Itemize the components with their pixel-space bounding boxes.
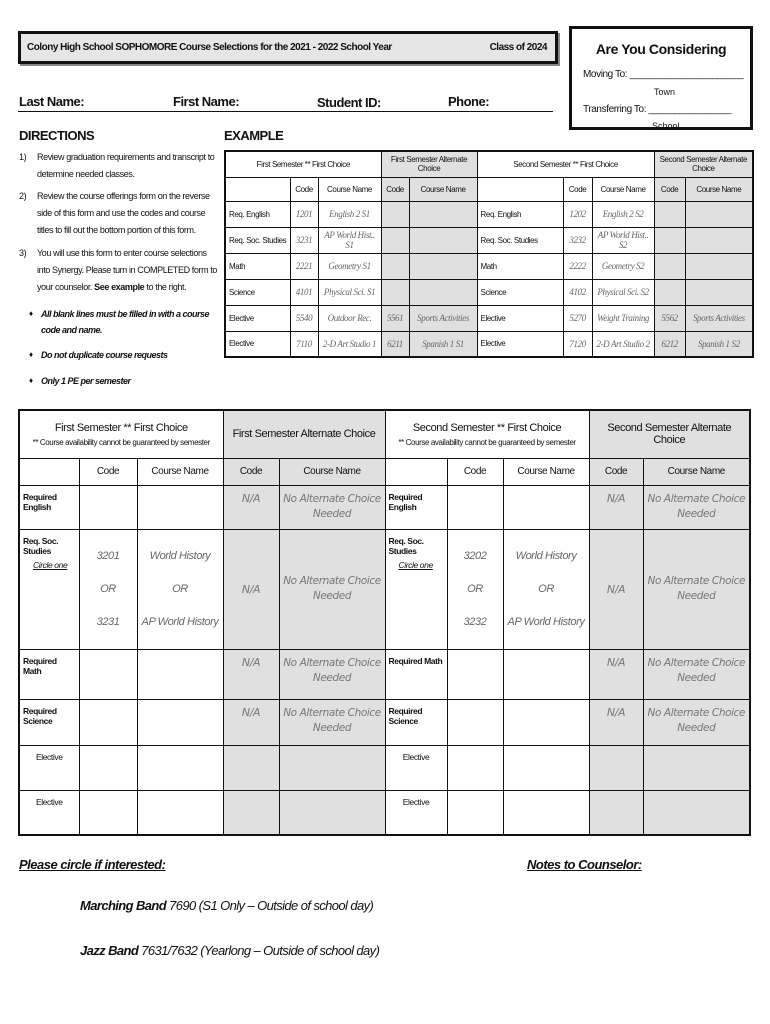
s2-english-code-cell[interactable] xyxy=(447,485,503,529)
example-course-header: Course Name xyxy=(685,177,753,201)
course-name-column-header: Course Name xyxy=(503,458,589,485)
example-cell-value xyxy=(381,227,409,253)
example-cell-value: 5540 xyxy=(290,305,318,331)
row-label-elective: Elective xyxy=(385,790,447,835)
s1-elective1-name-cell[interactable] xyxy=(137,745,223,790)
example-cell-value: 4102 xyxy=(563,279,592,305)
table-row-science xyxy=(19,699,750,745)
first-semester-header: First Semester ** First Choice ** Course availability cannot be guaranteed by semester xyxy=(19,410,223,458)
example-cell-value: 3231 xyxy=(290,227,318,253)
s2-elective2-alt-code-cell[interactable] xyxy=(589,790,643,835)
code-column-header: Code xyxy=(79,458,137,485)
example-cell-value xyxy=(685,253,753,279)
second-alt-header: Second Semester Alternate Choice xyxy=(589,410,750,458)
example-code-header: Code xyxy=(563,177,592,201)
example-row-label: Math xyxy=(225,253,290,279)
example-row xyxy=(225,279,753,305)
na-label: N/A xyxy=(223,699,279,745)
s1-math-name-cell[interactable] xyxy=(137,649,223,699)
example-course-header: Course Name xyxy=(592,177,654,201)
example-row-label: Math xyxy=(477,253,563,279)
course-selection-table xyxy=(18,409,751,836)
course-name-column-header: Course Name xyxy=(137,458,223,485)
town-label: Town xyxy=(654,87,676,97)
s2-science-name-cell[interactable] xyxy=(503,699,589,745)
s2-elective1-alt-name-cell[interactable] xyxy=(643,745,750,790)
row-label-elective: Elective xyxy=(385,745,447,790)
table-row-english xyxy=(19,485,750,529)
example-row-label: Elective xyxy=(225,331,290,357)
no-alternate-label: No Alternate Choice Needed xyxy=(279,485,385,529)
no-alternate-label: No Alternate Choice Needed xyxy=(643,529,750,649)
example-row xyxy=(225,331,753,357)
s1-elective2-code-cell[interactable] xyxy=(79,790,137,835)
example-cell-value: 6211 xyxy=(381,331,409,357)
example-cell-value: AP World Hist.. S1 xyxy=(318,227,381,253)
circle-one-label: Circle one xyxy=(33,559,68,570)
example-first-alt-header: First Semester Alternate Choice xyxy=(381,151,477,177)
table-row-elective xyxy=(19,790,750,835)
circle-if-interested-label: Please circle if interested: xyxy=(19,857,166,872)
example-cell-value: 3232 xyxy=(563,227,592,253)
example-cell-value: 2222 xyxy=(563,253,592,279)
s2-elective1-alt-code-cell[interactable] xyxy=(589,745,643,790)
s2-math-name-cell[interactable] xyxy=(503,649,589,699)
example-cell-value: 1202 xyxy=(563,201,592,227)
no-alternate-label: No Alternate Choice Needed xyxy=(279,529,385,649)
example-cell-value: 2-D Art Studio 2 xyxy=(592,331,654,357)
example-cell-value: English 2 S1 xyxy=(318,201,381,227)
directions-title: DIRECTIONS xyxy=(19,128,95,143)
row-label-math: Required Math xyxy=(19,649,79,699)
example-cell-value: Physical Sci. S1 xyxy=(318,279,381,305)
row-label-english: Required English xyxy=(385,485,447,529)
s1-ss-name-options[interactable]: World History OR AP World History xyxy=(137,529,223,649)
s1-ss-code-options[interactable]: 3201 OR 3231 xyxy=(79,529,137,649)
example-cell-value xyxy=(654,201,685,227)
example-row-label: Science xyxy=(225,279,290,305)
s2-elective2-code-cell[interactable] xyxy=(447,790,503,835)
example-cell-value: 5561 xyxy=(381,305,409,331)
example-cell-value: 7110 xyxy=(290,331,318,357)
na-label: N/A xyxy=(223,485,279,529)
example-cell-value: Geometry S1 xyxy=(318,253,381,279)
example-row-label: Elective xyxy=(225,305,290,331)
example-cell-value xyxy=(381,201,409,227)
s2-english-name-cell[interactable] xyxy=(503,485,589,529)
example-row xyxy=(225,305,753,331)
no-alternate-label: No Alternate Choice Needed xyxy=(643,699,750,745)
example-row-label: Elective xyxy=(477,331,563,357)
considering-title: Are You Considering xyxy=(595,41,727,57)
phone-label[interactable]: Phone: xyxy=(448,94,490,109)
example-course-header: Course Name xyxy=(409,177,477,201)
bullet-blank-lines: ♦ All blank lines must be filled in with a course code and name. xyxy=(29,309,210,335)
s1-science-name-cell[interactable] xyxy=(137,699,223,745)
example-row-label: Req. Soc. Studies xyxy=(477,227,563,253)
na-label: N/A xyxy=(589,485,643,529)
s1-english-name-cell[interactable] xyxy=(137,485,223,529)
example-row xyxy=(225,201,753,227)
form-title: Colony High School SOPHOMORE Course Selections for the 2021 - 2022 School Year xyxy=(27,42,392,53)
course-name-column-header: Course Name xyxy=(643,458,750,485)
example-cell-value xyxy=(409,279,477,305)
s2-science-code-cell[interactable] xyxy=(447,699,503,745)
direction-step-3: 3) You will use this form to enter course selections into Synergy. Please turn in COMPLETED form to your counselor. See example to the right. xyxy=(19,248,218,292)
example-cell-value: Spanish 1 S2 xyxy=(685,331,753,357)
student-id-label[interactable]: Student ID: xyxy=(317,95,381,110)
example-second-alt-header: Second Semester Alternate Choice xyxy=(654,151,753,177)
example-cell-value xyxy=(409,201,477,227)
s1-english-code-cell[interactable] xyxy=(79,485,137,529)
table-row-social-studies xyxy=(19,529,750,649)
s2-math-code-cell[interactable] xyxy=(447,649,503,699)
circle-one-label: Circle one xyxy=(398,559,433,570)
example-cell-value: 6212 xyxy=(654,331,685,357)
example-title: EXAMPLE xyxy=(224,128,284,143)
example-cell-value: Weight Training xyxy=(592,305,654,331)
example-second-semester-header: Second Semester ** First Choice xyxy=(477,151,654,177)
row-label-science: Required Science xyxy=(19,699,79,745)
example-cell-value: Sports Activities xyxy=(409,305,477,331)
example-cell-value xyxy=(685,201,753,227)
example-cell-value xyxy=(654,279,685,305)
s2-ss-code-options[interactable]: 3202 OR 3232 xyxy=(447,529,503,649)
class-of-label: Class of 2024 xyxy=(489,42,547,53)
first-alt-header: First Semester Alternate Choice xyxy=(223,410,385,458)
na-label: N/A xyxy=(589,529,643,649)
example-cell-value: 2-D Art Studio 1 xyxy=(318,331,381,357)
transferring-to-field[interactable]: Transferring To: ________________ xyxy=(583,104,732,115)
na-label: N/A xyxy=(589,699,643,745)
title-banner xyxy=(18,31,558,64)
row-label-social-studies: Req. Soc. Studies Circle one xyxy=(19,529,79,649)
example-cell-value: Sports Activities xyxy=(685,305,753,331)
no-alternate-label: No Alternate Choice Needed xyxy=(279,699,385,745)
s1-math-code-cell[interactable] xyxy=(79,649,137,699)
example-cell-value xyxy=(654,227,685,253)
row-label-elective: Elective xyxy=(19,790,79,835)
s2-elective1-code-cell[interactable] xyxy=(447,745,503,790)
s1-elective2-name-cell[interactable] xyxy=(137,790,223,835)
example-row xyxy=(225,227,753,253)
table-row-elective xyxy=(19,745,750,790)
example-cell-value xyxy=(685,227,753,253)
na-label: N/A xyxy=(223,529,279,649)
s2-elective1-name-cell[interactable] xyxy=(503,745,589,790)
last-name-label[interactable]: Last Name: xyxy=(19,94,85,109)
table-row-math xyxy=(19,649,750,699)
example-cell-value: 1201 xyxy=(290,201,318,227)
example-row-label: Req. Soc. Studies xyxy=(225,227,290,253)
example-course-header: Course Name xyxy=(318,177,381,201)
example-code-header: Code xyxy=(654,177,685,201)
example-cell-value: English 2 S2 xyxy=(592,201,654,227)
example-cell-value: 5562 xyxy=(654,305,685,331)
course-name-column-header: Course Name xyxy=(279,458,385,485)
considering-box xyxy=(569,26,753,130)
code-column-header: Code xyxy=(589,458,643,485)
s1-elective1-alt-name-cell[interactable] xyxy=(279,745,385,790)
s2-elective2-alt-name-cell[interactable] xyxy=(643,790,750,835)
row-label-social-studies: Req. Soc. Studies Circle one xyxy=(385,529,447,649)
example-row-label: Req. English xyxy=(477,201,563,227)
direction-step-1: 1) Review graduation requirements and transcript to determine needed classes. xyxy=(19,152,215,179)
jazz-band-option[interactable]: Jazz Band 7631/7632 (Yearlong – Outside of school day) xyxy=(80,943,380,958)
school-label: School xyxy=(652,121,680,131)
no-alternate-label: No Alternate Choice Needed xyxy=(279,649,385,699)
example-row-label: Elective xyxy=(477,305,563,331)
no-alternate-label: No Alternate Choice Needed xyxy=(643,485,750,529)
notes-to-counselor-label: Notes to Counselor: xyxy=(527,857,642,872)
example-code-header: Code xyxy=(381,177,409,201)
example-cell-value: Outdoor Rec. xyxy=(318,305,381,331)
example-row-label: Science xyxy=(477,279,563,305)
example-cell-value xyxy=(409,253,477,279)
name-underline xyxy=(18,111,553,112)
second-semester-header: Second Semester ** First Choice ** Course availability cannot be guaranteed by semester xyxy=(385,410,589,458)
example-cell-value xyxy=(654,253,685,279)
s1-elective2-alt-code-cell[interactable] xyxy=(223,790,279,835)
s1-science-code-cell[interactable] xyxy=(79,699,137,745)
example-cell-value: 5270 xyxy=(563,305,592,331)
s2-ss-name-options[interactable]: World History OR AP World History xyxy=(503,529,589,649)
example-row xyxy=(225,253,753,279)
s1-elective1-alt-code-cell[interactable] xyxy=(223,745,279,790)
code-column-header: Code xyxy=(223,458,279,485)
example-first-semester-header: First Semester ** First Choice xyxy=(225,151,381,177)
example-cell-value xyxy=(409,227,477,253)
na-label: N/A xyxy=(589,649,643,699)
bullet-one-pe: ♦ Only 1 PE per semester xyxy=(29,376,131,386)
direction-step-2: 2) Review the course offerings form on the reverse side of this form and use the codes and course titles to fill out the bottom portion of this form. xyxy=(19,191,210,235)
example-cell-value: Spanish 1 S1 xyxy=(409,331,477,357)
s1-elective1-code-cell[interactable] xyxy=(79,745,137,790)
no-alternate-label: No Alternate Choice Needed xyxy=(643,649,750,699)
example-cell-value xyxy=(381,253,409,279)
example-row-label: Req. English xyxy=(225,201,290,227)
na-label: N/A xyxy=(223,649,279,699)
s1-elective2-alt-name-cell[interactable] xyxy=(279,790,385,835)
example-table xyxy=(224,150,754,358)
example-cell-value: Physical Sci. S2 xyxy=(592,279,654,305)
row-label-math: Required Math xyxy=(385,649,447,699)
example-cell-value: 4101 xyxy=(290,279,318,305)
row-label-english: Required English xyxy=(19,485,79,529)
example-code-header: Code xyxy=(290,177,318,201)
first-name-label[interactable]: First Name: xyxy=(173,94,240,109)
moving-to-field[interactable]: Moving To: ______________________ xyxy=(583,69,744,80)
example-cell-value: Geometry S2 xyxy=(592,253,654,279)
example-cell-value xyxy=(381,279,409,305)
example-cell-value: 2221 xyxy=(290,253,318,279)
example-cell-value: AP World Hist.. S2 xyxy=(592,227,654,253)
s2-elective2-name-cell[interactable] xyxy=(503,790,589,835)
example-cell-value: 7120 xyxy=(563,331,592,357)
example-cell-value xyxy=(685,279,753,305)
code-column-header: Code xyxy=(447,458,503,485)
row-label-elective: Elective xyxy=(19,745,79,790)
bullet-no-duplicates: ♦ Do not duplicate course requests xyxy=(29,350,168,360)
marching-band-option[interactable]: Marching Band 7690 (S1 Only – Outside of school day) xyxy=(80,898,374,913)
row-label-science: Required Science xyxy=(385,699,447,745)
